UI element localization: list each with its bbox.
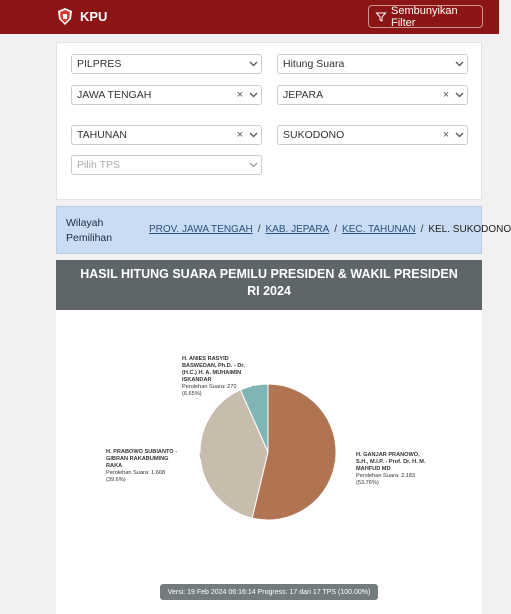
regency-select[interactable] — [277, 85, 468, 105]
district-select[interactable] — [71, 125, 262, 145]
chevron-down-icon — [451, 86, 467, 104]
pie-label-name: S.H., M.I.P. - Prof. Dr. H. M. — [356, 459, 426, 465]
chevron-down-icon — [245, 55, 261, 73]
pie-label-votes: Perolehan Suara: 2.183 — [356, 473, 416, 479]
version-badge: Versi: 19 Feb 2024 06:16:14 Progress: 17 dari 17 TPS (100.00%) — [160, 584, 378, 600]
wilayah-label: Wilayah Pemilihan — [66, 217, 113, 244]
brand-name: KPU — [80, 9, 108, 24]
filter-icon — [376, 12, 386, 22]
result-title-line2: RI 2024 — [247, 284, 291, 298]
pie-label-name: H. PRABOWO SUBIANTO - — [106, 449, 178, 455]
breadcrumb-district[interactable]: KEC. TAHUNAN — [342, 224, 416, 235]
election-value: PILPRES — [77, 58, 122, 70]
result-card — [56, 260, 482, 614]
result-title — [56, 260, 482, 310]
province-select[interactable] — [71, 85, 262, 105]
result-title-line1: HASIL HITUNG SUARA PEMILU PRESIDEN & WAKIL PRESIDEN — [80, 267, 458, 281]
mode-select[interactable] — [277, 54, 468, 74]
pie-label-votes: Perolehan Suara: 270 — [182, 384, 237, 390]
village-value: SUKODONO — [283, 129, 345, 141]
pie-label-name: BASWEDAN, Ph.D. - Dr. — [182, 363, 245, 369]
clear-icon[interactable]: × — [442, 89, 450, 101]
pie-label-percent: (6.65%) — [182, 391, 202, 397]
breadcrumb-separator: / — [334, 224, 338, 235]
pie-label-name: (H.C.) H. A. MUHAIMIN — [182, 370, 242, 376]
pie-label — [356, 452, 426, 486]
breadcrumb-current: KEL. SUKODONO — [428, 224, 511, 235]
pie-label-name: H. ANIES RASYID — [182, 356, 229, 362]
vote-pie-chart — [56, 310, 482, 580]
village-select[interactable] — [277, 125, 468, 145]
chevron-down-icon — [245, 86, 261, 104]
province-value: JAWA TENGAH — [77, 89, 152, 101]
top-bar — [0, 0, 499, 34]
wilayah-bar — [56, 206, 511, 254]
pie-label-name: ISKANDAR — [182, 377, 212, 383]
breadcrumb-regency[interactable]: KAB. JEPARA — [265, 224, 330, 235]
clear-icon[interactable]: × — [236, 129, 244, 141]
pie-label-name: MAHFUD MD — [356, 466, 391, 472]
breadcrumb-separator: / — [420, 224, 424, 235]
chevron-down-icon — [451, 55, 467, 73]
breadcrumb-province[interactable]: PROV. JAWA TENGAH — [149, 224, 253, 235]
clear-icon[interactable]: × — [236, 89, 244, 101]
breadcrumb-separator: / — [257, 224, 261, 235]
pie-label-percent: (53.76%) — [356, 480, 379, 486]
pie-label-votes: Perolehan Suara: 1.608 — [106, 470, 166, 476]
breadcrumb — [149, 224, 511, 235]
election-select[interactable] — [71, 54, 262, 74]
tps-placeholder: Pilih TPS — [77, 159, 120, 171]
chevron-down-icon — [245, 126, 261, 144]
hide-filter-button[interactable] — [368, 5, 483, 28]
pie-label — [182, 356, 245, 397]
pie-label — [106, 449, 177, 483]
tps-select[interactable] — [71, 155, 262, 175]
hide-filter-label: Sembunyikan Filter — [391, 4, 458, 29]
chevron-down-icon — [451, 126, 467, 144]
district-value: TAHUNAN — [77, 129, 127, 141]
filter-panel — [56, 42, 482, 200]
kpu-logo-icon — [56, 7, 74, 26]
clear-icon[interactable]: × — [442, 129, 450, 141]
pie-label-name: RAKA — [106, 463, 123, 469]
pie-label-name: GIBRAN RAKABUMING — [106, 456, 169, 462]
pie-label-percent: (39.6%) — [106, 477, 126, 483]
regency-value: JEPARA — [283, 89, 324, 101]
mode-value: Hitung Suara — [283, 58, 345, 70]
chevron-down-icon — [245, 156, 261, 174]
pie-label-name: H. GANJAR PRANOWO, — [356, 452, 420, 458]
